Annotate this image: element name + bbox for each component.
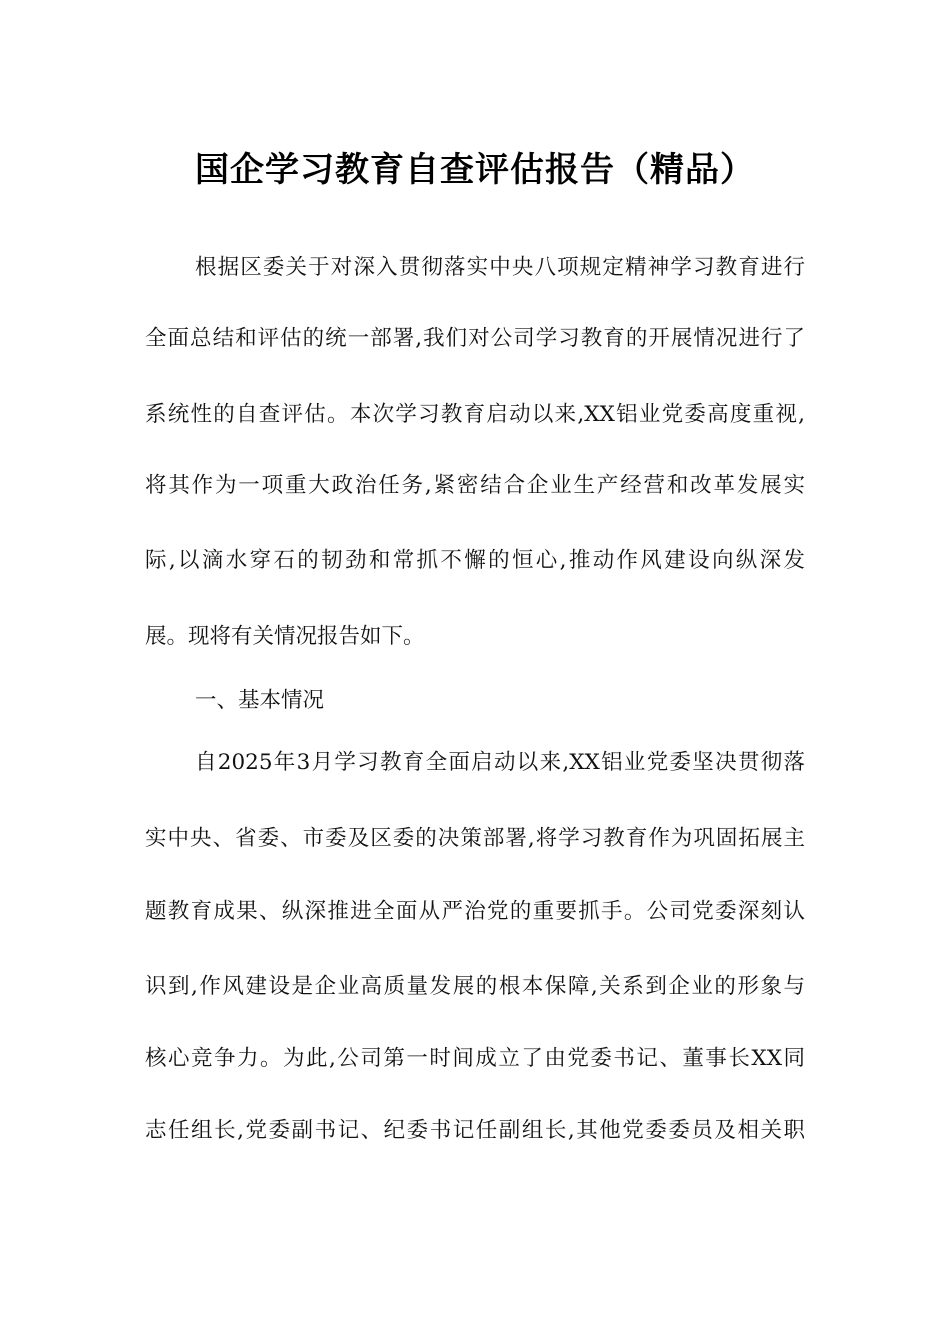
paragraph-line: 实中央、省委、市委及区委的决策部署,将学习教育作为巩固拓展主 [145,826,805,851]
paragraph-line: 展。现将有关情况报告如下。 [145,624,425,649]
paragraph-line: 全面总结和评估的统一部署,我们对公司学习教育的开展情况进行了 [145,326,805,351]
paragraph-line: 题教育成果、纵深推进全面从严治党的重要抓手。公司党委深刻认 [145,899,805,924]
paragraph-line: 自2025年3月学习教育全面启动以来,XX铝业党委坚决贯彻落 [195,750,805,775]
paragraph-line: 核心竞争力。为此,公司第一时间成立了由党委书记、董事长XX同 [145,1046,805,1071]
paragraph-line: 将其作为一项重大政治任务,紧密结合企业生产经营和改革发展实 [145,473,805,498]
document-title: 国企学习教育自查评估报告（精品） [195,150,755,190]
paragraph-line: 识到,作风建设是企业高质量发展的根本保障,关系到企业的形象与 [145,974,805,999]
paragraph-line: 系统性的自查评估。本次学习教育启动以来,XX铝业党委高度重视, [145,402,805,427]
paragraph-line: 根据区委关于对深入贯彻落实中央八项规定精神学习教育进行 [195,255,805,280]
section-heading: 一、基本情况 [195,688,325,713]
paragraph-line: 志任组长,党委副书记、纪委书记任副组长,其他党委委员及相关职 [145,1118,805,1143]
paragraph-line: 际,以滴水穿石的韧劲和常抓不懈的恒心,推动作风建设向纵深发 [145,548,805,573]
